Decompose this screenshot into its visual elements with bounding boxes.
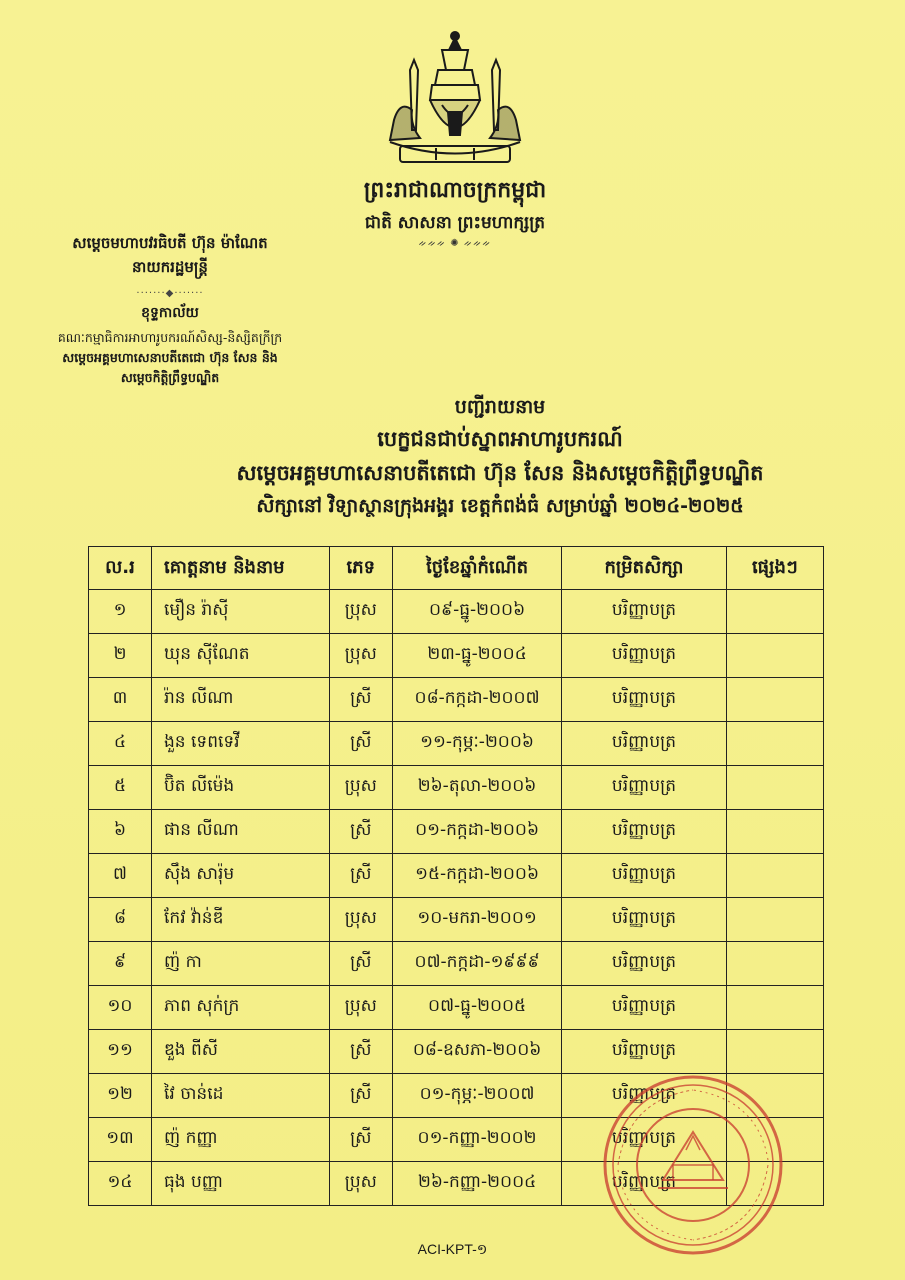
- remarks: [726, 1118, 823, 1162]
- student-name: ប៊ិត លីម៉េង: [152, 766, 330, 810]
- remarks: [726, 722, 823, 766]
- remarks: [726, 942, 823, 986]
- student-dob: ០១-កក្កដា-២០០៦: [392, 810, 561, 854]
- remarks: [726, 898, 823, 942]
- table-body: [89, 590, 824, 1206]
- row-number: ៥: [89, 766, 152, 810]
- row-number: ១១: [89, 1030, 152, 1074]
- student-sex: ស្រី: [329, 942, 392, 986]
- study-level: បរិញ្ញាបត្រ: [562, 1118, 726, 1162]
- student-name: ផាន លីណា: [152, 810, 330, 854]
- motto-ornament: ᨀᨀᨀ ✺ ᨀᨀᨀ: [418, 238, 492, 249]
- table-row: [89, 898, 824, 942]
- student-sex: ស្រី: [329, 810, 392, 854]
- row-number: ៩: [89, 942, 152, 986]
- table-row: [89, 722, 824, 766]
- student-name: ស៊ឹង សារ៉ុម: [152, 854, 330, 898]
- study-level: បរិញ្ញាបត្រ: [562, 722, 726, 766]
- remarks: [726, 1030, 823, 1074]
- study-level: បរិញ្ញាបត្រ: [562, 1162, 726, 1206]
- student-dob: ២៦-កញ្ញា-២០០៤: [392, 1162, 561, 1206]
- row-number: ១២: [89, 1074, 152, 1118]
- student-name: មឿន រ៉ាស៊ី: [152, 590, 330, 634]
- student-name: វៃ ចាន់ដេ: [152, 1074, 330, 1118]
- student-dob: ០៨-ឧសភា-២០០៦: [392, 1030, 561, 1074]
- committee-line-2: សម្តេចអគ្គមហាសេនាបតីតេជោ ហ៊ុន សែន និង: [62, 350, 278, 365]
- student-dob: ១០-មករា-២០០១: [392, 898, 561, 942]
- title-line-3: សម្តេចអគ្គមហាសេនាបតីតេជោ ហ៊ុន សែន និងសម្តេចកិត្តិព្រឹទ្ធបណ្ឌិត: [236, 461, 764, 485]
- table-row: [89, 810, 824, 854]
- student-sex: ស្រី: [329, 722, 392, 766]
- study-level: បរិញ្ញាបត្រ: [562, 942, 726, 986]
- row-number: ៦: [89, 810, 152, 854]
- student-name: ឃុន ស៊ីណែត: [152, 634, 330, 678]
- table-header-row: [89, 547, 824, 590]
- student-name: ញ៉ កញ្ញា: [152, 1118, 330, 1162]
- header-level: កម្រិតសិក្សា: [562, 547, 726, 590]
- office-label: ខុទ្ទកាល័យ: [141, 305, 199, 321]
- issuer-name: សម្តេចមហាបវរធិបតី ហ៊ុន ម៉ាណែត: [72, 234, 268, 252]
- row-number: ៧: [89, 854, 152, 898]
- student-sex: ប្រុស: [329, 590, 392, 634]
- row-number: ៣: [89, 678, 152, 722]
- table-row: [89, 986, 824, 1030]
- student-sex: ស្រី: [329, 1118, 392, 1162]
- table-row: [89, 942, 824, 986]
- student-dob: ០១-កុម្ភៈ-២០០៧: [392, 1074, 561, 1118]
- title-line-2: បេក្ខជនជាប់ស្នាពអាហារូបករណ៍: [377, 427, 623, 451]
- divider-ornament: ·······◆·······: [136, 288, 204, 299]
- student-sex: ប្រុស: [329, 986, 392, 1030]
- kingdom-title: ព្រះរាជាណាចក្រកម្ពុជា: [363, 178, 547, 203]
- study-level: បរិញ្ញាបត្រ: [562, 766, 726, 810]
- remarks: [726, 766, 823, 810]
- student-dob: ០១-កញ្ញា-២០០២: [392, 1118, 561, 1162]
- header-no: ល.រ: [89, 547, 152, 590]
- remarks: [726, 590, 823, 634]
- header-sex: ភេទ: [329, 547, 392, 590]
- remarks: [726, 1162, 823, 1206]
- candidate-table: [88, 546, 824, 1206]
- student-name: ងួន ទេពទេវី: [152, 722, 330, 766]
- table-row: [89, 1162, 824, 1206]
- header-other: ផ្សេងៗ: [726, 547, 823, 590]
- student-name: ធុង បញ្ញា: [152, 1162, 330, 1206]
- header-name: គោត្តនាម និងនាម: [152, 547, 330, 590]
- student-dob: ២៦-តុលា-២០០៦: [392, 766, 561, 810]
- title-line-1: បញ្ជីរាយនាម: [454, 396, 546, 418]
- row-number: ១០: [89, 986, 152, 1030]
- study-level: បរិញ្ញាបត្រ: [562, 634, 726, 678]
- row-number: ១៤: [89, 1162, 152, 1206]
- row-number: ៨: [89, 898, 152, 942]
- committee-line-3: សម្តេចកិត្តិព្រឹទ្ធបណ្ឌិត: [120, 370, 220, 385]
- student-sex: ស្រី: [329, 1074, 392, 1118]
- table-row: [89, 1074, 824, 1118]
- study-level: បរិញ្ញាបត្រ: [562, 678, 726, 722]
- student-sex: ប្រុស: [329, 634, 392, 678]
- table-row: [89, 678, 824, 722]
- student-dob: ០៩-ធ្នូ-២០០៦: [392, 590, 561, 634]
- remarks: [726, 1074, 823, 1118]
- title-line-4: សិក្សានៅ វិទ្យាស្ថានក្រុងអង្គរ ខេត្តកំពង់ធំ សម្រាប់ឆ្នាំ ២០២៤-២០២៥: [256, 495, 744, 517]
- study-level: បរិញ្ញាបត្រ: [562, 810, 726, 854]
- issuer-block: [0, 230, 340, 388]
- study-level: បរិញ្ញាបត្រ: [562, 1074, 726, 1118]
- student-name: កែវ វ៉ាន់ឌី: [152, 898, 330, 942]
- remarks: [726, 986, 823, 1030]
- remarks: [726, 854, 823, 898]
- committee-line-1: គណៈកម្មាធិការអាហារូបករណ៍សិស្ស-និស្សិតក្រីក្រ: [57, 330, 283, 345]
- study-level: បរិញ្ញាបត្រ: [562, 986, 726, 1030]
- document-code: ACI-KPT-១: [417, 1241, 488, 1257]
- table-row: [89, 590, 824, 634]
- header-dob: ថ្ងៃខែឆ្នាំកំណើត: [392, 547, 561, 590]
- table-row: [89, 1030, 824, 1074]
- remarks: [726, 678, 823, 722]
- study-level: បរិញ្ញាបត្រ: [562, 590, 726, 634]
- royal-arms-icon: [380, 30, 530, 170]
- student-sex: ប្រុស: [329, 1162, 392, 1206]
- student-dob: ១១-កុម្ភៈ-២០០៦: [392, 722, 561, 766]
- student-dob: ០៧-កក្កដា-១៩៩៩: [392, 942, 561, 986]
- row-number: ៤: [89, 722, 152, 766]
- issuer-title: នាយករដ្ឋមន្ត្រី: [132, 258, 208, 276]
- student-dob: ២៣-ធ្នូ-២០០៤: [392, 634, 561, 678]
- table-row: [89, 854, 824, 898]
- study-level: បរិញ្ញាបត្រ: [562, 1030, 726, 1074]
- row-number: ១៣: [89, 1118, 152, 1162]
- student-sex: ស្រី: [329, 1030, 392, 1074]
- student-sex: ស្រី: [329, 854, 392, 898]
- table-row: [89, 634, 824, 678]
- student-name: ភាព សុក់ក្រ: [152, 986, 330, 1030]
- row-number: ១: [89, 590, 152, 634]
- student-sex: ស្រី: [329, 678, 392, 722]
- row-number: ២: [89, 634, 152, 678]
- study-level: បរិញ្ញាបត្រ: [562, 854, 726, 898]
- national-motto: ជាតិ សាសនា ព្រះមហាក្សត្រ: [364, 213, 546, 233]
- student-sex: ប្រុស: [329, 898, 392, 942]
- table-row: [89, 766, 824, 810]
- student-name: ឌួង ពីសី: [152, 1030, 330, 1074]
- student-dob: ០៧-ធ្នូ-២០០៥: [392, 986, 561, 1030]
- student-dob: ០៨-កក្កដា-២០០៧: [392, 678, 561, 722]
- student-name: ញ៉ កា: [152, 942, 330, 986]
- student-dob: ១៥-កក្កដា-២០០៦: [392, 854, 561, 898]
- study-level: បរិញ្ញាបត្រ: [562, 898, 726, 942]
- student-name: រ៉ាន លីណា: [152, 678, 330, 722]
- student-sex: ប្រុស: [329, 766, 392, 810]
- remarks: [726, 810, 823, 854]
- document-title: [100, 392, 900, 522]
- remarks: [726, 634, 823, 678]
- table-row: [89, 1118, 824, 1162]
